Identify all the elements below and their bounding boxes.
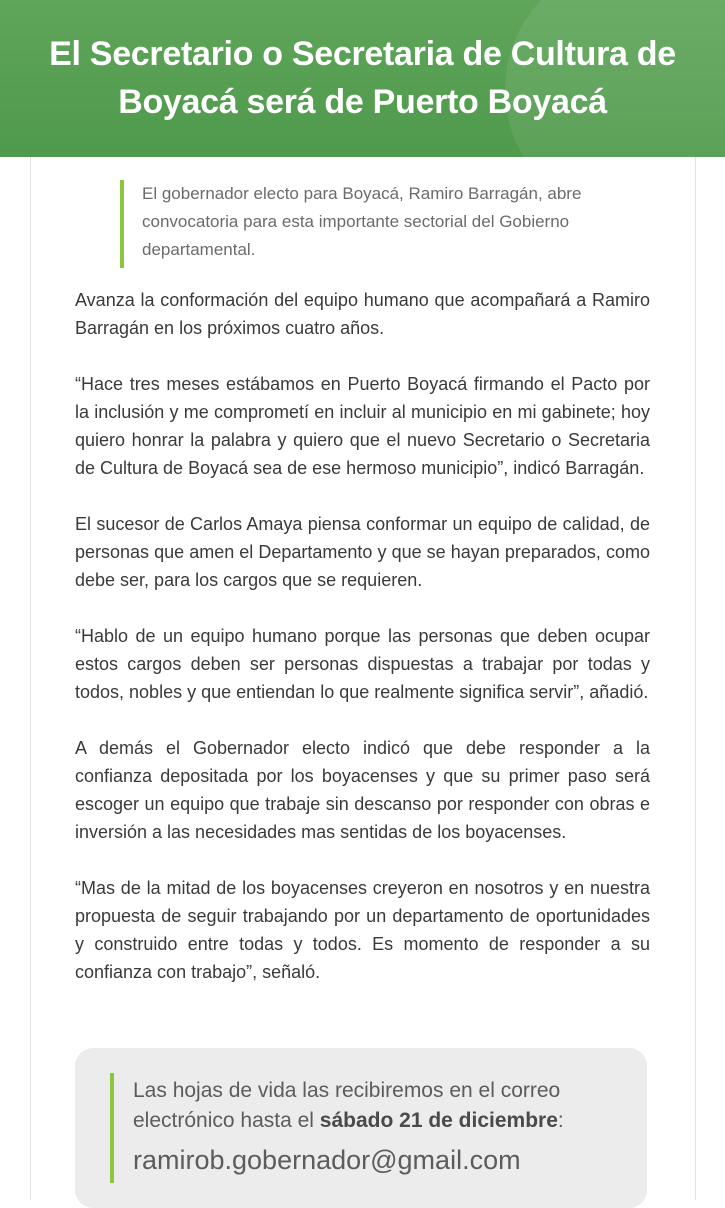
contact-callout bbox=[75, 1048, 647, 1208]
contact-email[interactable]: ramirob.gobernador@gmail.com bbox=[133, 1145, 521, 1175]
callout-text bbox=[133, 1076, 633, 1136]
paragraph: Avanza la conformación del equipo humano que acompañará a Ramiro Barragán en los próximos cuatro años. bbox=[75, 290, 650, 338]
paragraph: El sucesor de Carlos Amaya piensa conformar un equipo de calidad, de personas que amen el Departamento y que se hayan preparados, como debe ser, para los cargos que se requieren. bbox=[75, 514, 650, 590]
callout-accent-bar bbox=[110, 1073, 114, 1183]
paragraph: “Mas de la mitad de los boyacenses creyeron en nosotros y en nuestra propuesta de seguir trabajando por un departamento de oportunidades y construido entre todas y todos. Es momento de responder a su confianza con trabajo”, señaló. bbox=[75, 878, 650, 982]
callout-deadline: sábado 21 de diciembre bbox=[319, 1109, 558, 1132]
paragraph: A demás el Gobernador electo indicó que debe responder a la confianza depositada por los boyacenses y que su primer paso será escoger un equipo que trabaje sin descanso por responder con obras e inversión a las necesidades mas sentidas de los boyacenses. bbox=[75, 738, 650, 842]
frame-border-left bbox=[30, 157, 31, 1200]
callout-text-after: : bbox=[557, 1109, 564, 1132]
lead-text: El gobernador electo para Boyacá, Ramiro Barragán, abre convocatoria para esta importante sectorial del Gobierno departamental. bbox=[142, 184, 582, 259]
page-title: El Secretario o Secretaria de Cultura de Boyacá será de Puerto Boyacá bbox=[49, 35, 676, 121]
callout-text-before: Las hojas de vida las recibiremos en el correo electrónico hasta el bbox=[133, 1079, 561, 1132]
frame-border-right bbox=[695, 157, 696, 1200]
header-banner bbox=[0, 0, 725, 157]
paragraph: “Hace tres meses estábamos en Puerto Boyacá firmando el Pacto por la inclusión y me comprometí en incluir al municipio en mi gabinete; hoy quiero honrar la palabra y quiero que el nuevo Secretario o Secretaria de Cultura de Boyacá sea de ese hermoso municipio”, indicó Barragán. bbox=[75, 374, 650, 478]
paragraph: “Hablo de un equipo humano porque las personas que deben ocupar estos cargos deben ser personas dispuestas a trabajar por todas y todos, nobles y que entiendan lo que realmente significa servir”, añadió. bbox=[75, 626, 650, 702]
lead-quote bbox=[120, 180, 624, 268]
article-body bbox=[75, 286, 650, 1014]
